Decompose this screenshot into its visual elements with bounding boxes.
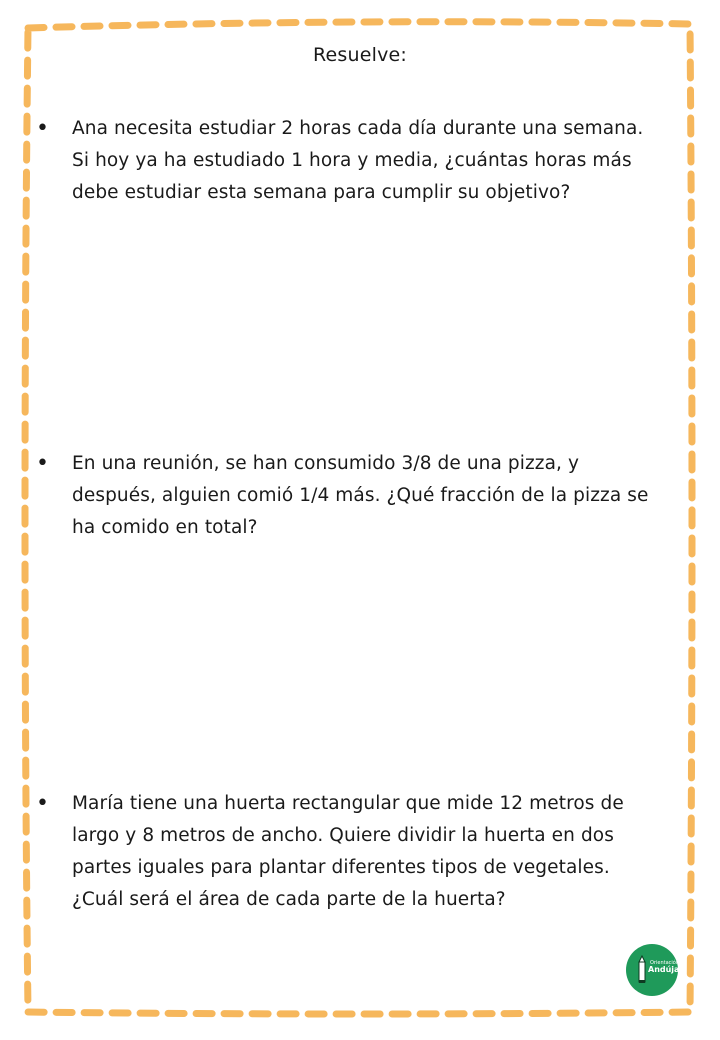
problem-text-3: María tiene una huerta rectangular que mide 12 metros de largo y 8 metros de ancho. Quiere dividir la huerta en dos partes iguales para plantar diferentes tipos de vegetales. ¿Cuál será el área de cada parte de la huerta? [72, 793, 624, 910]
bullet-icon: • [36, 116, 49, 141]
page-title: Resuelve: [312, 44, 408, 66]
problem-item-3 [36, 788, 656, 916]
problem-item-1 [36, 113, 656, 209]
problem-text-1: Ana necesita estudiar 2 horas cada día durante una semana. Si hoy ya ha estudiado 1 hora y media, ¿cuántas horas más debe estudiar esta semana para cumplir su objetivo? [72, 118, 644, 203]
bullet-icon: • [36, 791, 49, 816]
svg-text:Orientación: Orientación [650, 960, 680, 966]
bullet-icon: • [36, 451, 49, 476]
orientacion-andujar-logo [626, 944, 684, 996]
problem-item-2 [36, 448, 656, 544]
svg-text:Andújar: Andújar [648, 965, 684, 974]
pencil-icon [626, 944, 684, 996]
problem-text-2: En una reunión, se han consumido 3/8 de una pizza, y después, alguien comió 1/4 más. ¿Qué fracción de la pizza se ha comido en total? [72, 453, 649, 538]
